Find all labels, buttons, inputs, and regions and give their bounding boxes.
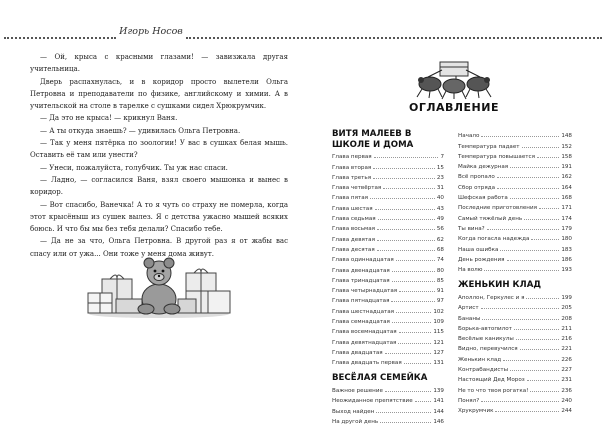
toc-entry[interactable]: [332, 212, 444, 222]
toc-dot-leader: [383, 188, 435, 189]
toc-entry-title: Ты вина?: [458, 225, 485, 232]
toc-dot-leader: [503, 360, 559, 361]
toc-entry-title: Наша ошибка: [458, 246, 499, 253]
toc-entry-title: Видно, перевучился: [458, 346, 518, 353]
toc-entry-page: 226: [561, 356, 572, 363]
toc-entry-title: Глава двадцатая: [332, 349, 383, 356]
toc-entry-title: Всё пропало: [458, 174, 495, 181]
toc-entry[interactable]: [332, 222, 444, 232]
toc-entry[interactable]: [458, 404, 572, 414]
toc-entry-title: Глава восьмая: [332, 226, 376, 233]
paragraph: — Ладно, — согласился Ваня, взял своего мышонка и вынес в коридор.: [30, 175, 288, 197]
toc-entry-page: 208: [561, 315, 572, 322]
toc-entry-page: 80: [436, 267, 444, 274]
paragraph: — Ой, крыса с красными глазами! — завизжала другая учительница.: [30, 53, 288, 74]
toc-entry[interactable]: [458, 211, 572, 221]
toc-entry-title: Понял?: [458, 397, 480, 404]
toc-dot-leader: [497, 188, 559, 189]
toc-entry[interactable]: [332, 404, 444, 414]
toc-entry-page: 211: [561, 325, 572, 332]
toc-dot-leader: [500, 250, 559, 251]
toc-entry[interactable]: [332, 201, 444, 211]
toc-entry-page: 158: [561, 153, 572, 160]
toc-entry-page: 221: [561, 346, 572, 353]
toc-entry-title: Последние приготовления: [458, 205, 537, 212]
toc-entry-page: 193: [561, 267, 572, 274]
toc-dot-leader: [370, 198, 435, 199]
toc-dot-leader: [385, 353, 432, 354]
toc-entry[interactable]: [332, 415, 444, 425]
toc-entry[interactable]: [458, 291, 572, 301]
toc-entry-title: Самый тяжёлый день: [458, 215, 523, 222]
toc-dot-leader: [510, 167, 559, 168]
toc-dot-leader: [514, 329, 559, 330]
toc-entry[interactable]: [332, 284, 444, 294]
toc-entry-page: 139: [433, 388, 444, 395]
toc-entry-title: День рождения: [458, 256, 505, 263]
toc-entry[interactable]: [458, 332, 572, 342]
toc-entry-title: Глава вторая: [332, 164, 372, 171]
toc-entry[interactable]: [332, 150, 444, 160]
toc-entry-page: 97: [436, 298, 444, 305]
header-dotted-rule-left: [4, 37, 116, 39]
toc-dot-leader: [404, 363, 432, 364]
paragraph: — Унеси, пожалуйста, голубчик. Ты уж нас спаси.: [40, 163, 228, 172]
toc-entry-page: 205: [561, 305, 572, 312]
toc-entry-page: 109: [433, 319, 444, 326]
paragraph: — А ты откуда знаешь? — удивилась Ольга Петровна.: [40, 126, 241, 135]
toc-entry-page: 152: [561, 143, 572, 150]
toc-entry[interactable]: [458, 222, 572, 232]
toc-entry[interactable]: [458, 170, 572, 180]
toc-entry-page: 174: [561, 215, 572, 222]
toc-entry-page: 23: [436, 174, 444, 181]
toc-entry-page: 62: [436, 236, 444, 243]
toc-dot-leader: [399, 332, 432, 333]
toc-entry-page: 131: [433, 360, 444, 367]
toc-entry[interactable]: [332, 294, 444, 304]
toc-entry-title: Начало: [458, 133, 480, 140]
toc-entry-title: Не то что твоя рогатка!: [458, 387, 529, 394]
toc-entry[interactable]: [332, 325, 444, 335]
toc-entry-page: 171: [561, 205, 572, 212]
toc-dot-leader: [392, 281, 435, 282]
toc-dot-leader: [392, 322, 431, 323]
toc-dot-leader: [378, 219, 435, 220]
toc-dot-leader: [377, 250, 435, 251]
toc-entry-page: 183: [561, 246, 572, 253]
toc-column-right: [458, 129, 572, 414]
toc-entry[interactable]: [332, 232, 444, 242]
paragraph: — Да не за что, Ольга Петровна. В другой раз я от жабы вас спасу или от ужа... Они тоже у меня дома живут.: [30, 237, 288, 258]
toc-entry-title: Глава семнадцатая: [332, 319, 390, 326]
toc-entry-title: Глава тринадцатая: [332, 277, 390, 284]
toc-dot-leader: [375, 209, 435, 210]
toc-dot-leader: [497, 177, 559, 178]
toc-entry[interactable]: [332, 335, 444, 345]
toc-entry-page: 179: [561, 225, 572, 232]
toc-entry-title: Борька-автопилот: [458, 325, 512, 332]
toc-entry-title: Женькин клад: [458, 356, 502, 363]
toc-dot-leader: [510, 370, 559, 371]
toc-entry-page: 148: [561, 133, 572, 140]
toc-entry[interactable]: [458, 342, 572, 352]
paragraph: Дверь распахнулась, и в коридор просто вылетели Ольга Петровна и преподаватели по физике, английскому и химии. А в учительской на столе в тарелке с сушками сидел Хрюкрумчик.: [30, 77, 288, 111]
toc-entry[interactable]: [458, 311, 572, 321]
toc-entry-page: 227: [561, 367, 572, 374]
toc-entry-page: 146: [433, 418, 444, 425]
toc-entry-title: Глава девятая: [332, 236, 375, 243]
toc-entry-page: 31: [436, 185, 444, 192]
toc-entry[interactable]: [332, 181, 444, 191]
toc-entry-page: 15: [436, 164, 444, 171]
toc-entry[interactable]: [332, 171, 444, 181]
toc-dot-leader: [391, 301, 434, 302]
toc-entry-page: 91: [436, 288, 444, 295]
toc-entry-title: Глава пятнадцатая: [332, 298, 390, 305]
toc-entry-page: 40: [436, 195, 444, 202]
toc-entry-title: Важное решение: [332, 388, 383, 395]
toc-entry-page: 121: [433, 339, 444, 346]
toc-column-left: [332, 129, 444, 425]
toc-entry[interactable]: [332, 160, 444, 170]
toc-entry-title: Аполлон, Геркулес и я: [458, 294, 525, 301]
toc-dot-leader: [482, 319, 559, 320]
toc-entry-title: Температура повышается: [458, 153, 535, 160]
toc-entry[interactable]: [458, 191, 572, 201]
toc-dot-leader: [398, 343, 431, 344]
toc-entry-title: Контрабандисты: [458, 367, 509, 374]
toc-entry-title: Хрукрумчик: [458, 408, 494, 415]
toc-dot-leader: [415, 401, 432, 402]
toc-entry[interactable]: [332, 384, 444, 394]
toc-entry[interactable]: [458, 160, 572, 170]
toc-dot-leader: [380, 422, 431, 423]
toc-dot-leader: [526, 298, 559, 299]
toc-entry-title: Глава одиннадцатая: [332, 257, 394, 264]
toc-entry[interactable]: [332, 315, 444, 325]
toc-entry-title: Температура падает: [458, 143, 520, 150]
toc-entry-page: 141: [433, 398, 444, 405]
toc-entry-page: 49: [436, 216, 444, 223]
toc-entry-title: Глава восемнадцатая: [332, 329, 397, 336]
toc-dot-leader: [376, 412, 431, 413]
toc-entry-page: 180: [561, 236, 572, 243]
toc-entry[interactable]: [458, 263, 572, 273]
toc-entry-page: 231: [561, 377, 572, 384]
toc-dot-leader: [507, 260, 560, 261]
header-dotted-rule-right: [186, 37, 602, 39]
toc-entry[interactable]: [458, 253, 572, 263]
toc-dot-leader: [484, 270, 559, 271]
teddy-bear-with-gift-boxes-icon: [86, 243, 232, 319]
toc-entry-title: Артист: [458, 305, 479, 312]
paragraph: — Так у меня пятёрка по зоологии! У вас в сушках белая мышь. Оставить её там или унести?: [30, 139, 288, 160]
toc-entry[interactable]: [458, 322, 572, 332]
toc-entry[interactable]: [458, 383, 572, 393]
toc-entry-page: 85: [436, 277, 444, 284]
toc-entry-title: Шефская работа: [458, 195, 508, 202]
toc-entry-page: 168: [561, 195, 572, 202]
toc-dot-leader: [392, 271, 435, 272]
toc-entry[interactable]: [332, 274, 444, 284]
toc-entry-title: Глава девятнадцатая: [332, 339, 397, 346]
toc-entry-title: Глава пятая: [332, 195, 368, 202]
toc-dot-leader: [373, 168, 435, 169]
beetles-carrying-box-icon: [412, 58, 496, 100]
toc-section-title: ВИТЯ МАЛЕЕВ В ШКОЛЕ И ДОМА: [332, 129, 414, 150]
left-page-text: [30, 51, 288, 260]
toc-dot-leader: [481, 136, 559, 137]
toc-entry[interactable]: [458, 363, 572, 373]
toc-entry-page: 56: [436, 226, 444, 233]
toc-dot-leader: [487, 229, 560, 230]
toc-dot-leader: [399, 291, 435, 292]
toc-dot-leader: [520, 349, 560, 350]
toc-dot-leader: [510, 198, 560, 199]
toc-entry-title: Когда погасла надежда: [458, 236, 530, 243]
toc-entry-title: Неожиданное препятствие: [332, 398, 413, 405]
section-gap: [458, 273, 572, 280]
toc-entry[interactable]: [458, 150, 572, 160]
toc-entry-title: Глава двенадцатая: [332, 267, 390, 274]
toc-entry[interactable]: [458, 352, 572, 362]
toc-entry[interactable]: [332, 253, 444, 263]
toc-entry-page: 216: [561, 336, 572, 343]
toc-entry-title: Сбор отряда: [458, 184, 495, 191]
toc-entry-title: Майка дежурная: [458, 164, 509, 171]
toc-entry[interactable]: [332, 346, 444, 356]
toc-dot-leader: [396, 260, 435, 261]
toc-entry-page: 240: [561, 397, 572, 404]
toc-entry-page: 115: [433, 329, 444, 336]
toc-heading: ОГЛАВЛЕНИЕ: [409, 101, 499, 114]
toc-entry-title: Глава шестнадцатая: [332, 308, 395, 315]
toc-entry-title: Глава шестая: [332, 205, 373, 212]
toc-entry[interactable]: [458, 394, 572, 404]
toc-dot-leader: [531, 239, 559, 240]
toc-entry-title: Глава первая: [332, 154, 372, 161]
toc-entry[interactable]: [458, 242, 572, 252]
toc-entry-page: 186: [561, 256, 572, 263]
toc-dot-leader: [385, 391, 431, 392]
toc-entry-page: 74: [436, 257, 444, 264]
toc-dot-leader: [539, 208, 559, 209]
toc-entry-title: Глава четырнадцатая: [332, 288, 398, 295]
toc-entry-title: На другой день: [332, 418, 379, 425]
toc-entry-title: Весёлые каникулы: [458, 336, 514, 343]
toc-dot-leader: [516, 339, 560, 340]
paragraph: — Да это не крыса! — крикнул Ваня.: [40, 114, 178, 123]
toc-dot-leader: [522, 147, 560, 148]
toc-entry-title: Глава третья: [332, 174, 372, 181]
toc-entry-page: 7: [440, 154, 444, 161]
toc-entry-title: Глава десятая: [332, 246, 375, 253]
toc-entry-title: Глава двадцать первая: [332, 360, 402, 367]
toc-entry-page: 191: [561, 164, 572, 171]
toc-entry-title: Выход найден: [332, 408, 375, 415]
toc-entry[interactable]: [332, 394, 444, 404]
toc-entry-page: 164: [561, 184, 572, 191]
toc-entry-page: 162: [561, 174, 572, 181]
toc-entry[interactable]: [332, 304, 444, 314]
toc-dot-leader: [481, 401, 559, 402]
paragraph: — Вот спасибо, Ванечка! А то я чуть со страху не померла, когда этот крысёныш из сушек вылез. Я с детства ужасно мышей всяких боюсь. И что бы мы без тебя делали? Спасибо тебе.: [30, 200, 288, 234]
toc-entry[interactable]: [332, 191, 444, 201]
toc-section-title: ВЕСЁЛАЯ СЕМЕЙКА: [332, 373, 428, 384]
toc-entry-title: Глава четвёртая: [332, 185, 382, 192]
toc-entry[interactable]: [458, 180, 572, 190]
toc-entry-page: 244: [561, 408, 572, 415]
toc-section-title: ЖЕНЬКИН КЛАД: [458, 280, 542, 291]
toc-entry[interactable]: [332, 263, 444, 273]
toc-dot-leader: [537, 157, 559, 158]
toc-dot-leader: [481, 308, 560, 309]
toc-entry[interactable]: [458, 301, 572, 311]
toc-dot-leader: [374, 157, 439, 158]
toc-entry-title: Глава седьмая: [332, 216, 376, 223]
toc-entry-page: 102: [433, 308, 444, 315]
toc-entry-page: 43: [436, 205, 444, 212]
toc-entry-page: 127: [433, 349, 444, 356]
toc-entry[interactable]: [458, 232, 572, 242]
toc-entry-page: 236: [561, 387, 572, 394]
toc-entry[interactable]: [458, 373, 572, 383]
toc-entry-title: Настоящий Дед Мороз: [458, 377, 525, 384]
toc-dot-leader: [373, 178, 435, 179]
toc-dot-leader: [377, 229, 435, 230]
toc-entry-title: Бананы: [458, 315, 481, 322]
toc-entry-page: 68: [436, 246, 444, 253]
toc-dot-leader: [527, 380, 560, 381]
toc-dot-leader: [495, 411, 559, 412]
toc-entry-title: На волю: [458, 267, 483, 274]
toc-dot-leader: [530, 391, 559, 392]
toc-entry-page: 199: [561, 294, 572, 301]
toc-entry[interactable]: [458, 129, 572, 139]
toc-dot-leader: [524, 219, 559, 220]
running-head: Игорь Носов: [119, 26, 183, 37]
toc-entry[interactable]: [458, 201, 572, 211]
toc-dot-leader: [396, 312, 431, 313]
toc-entry[interactable]: [332, 356, 444, 366]
toc-entry[interactable]: [458, 139, 572, 149]
toc-entry-page: 144: [433, 408, 444, 415]
toc-dot-leader: [377, 240, 435, 241]
toc-entry[interactable]: [332, 243, 444, 253]
